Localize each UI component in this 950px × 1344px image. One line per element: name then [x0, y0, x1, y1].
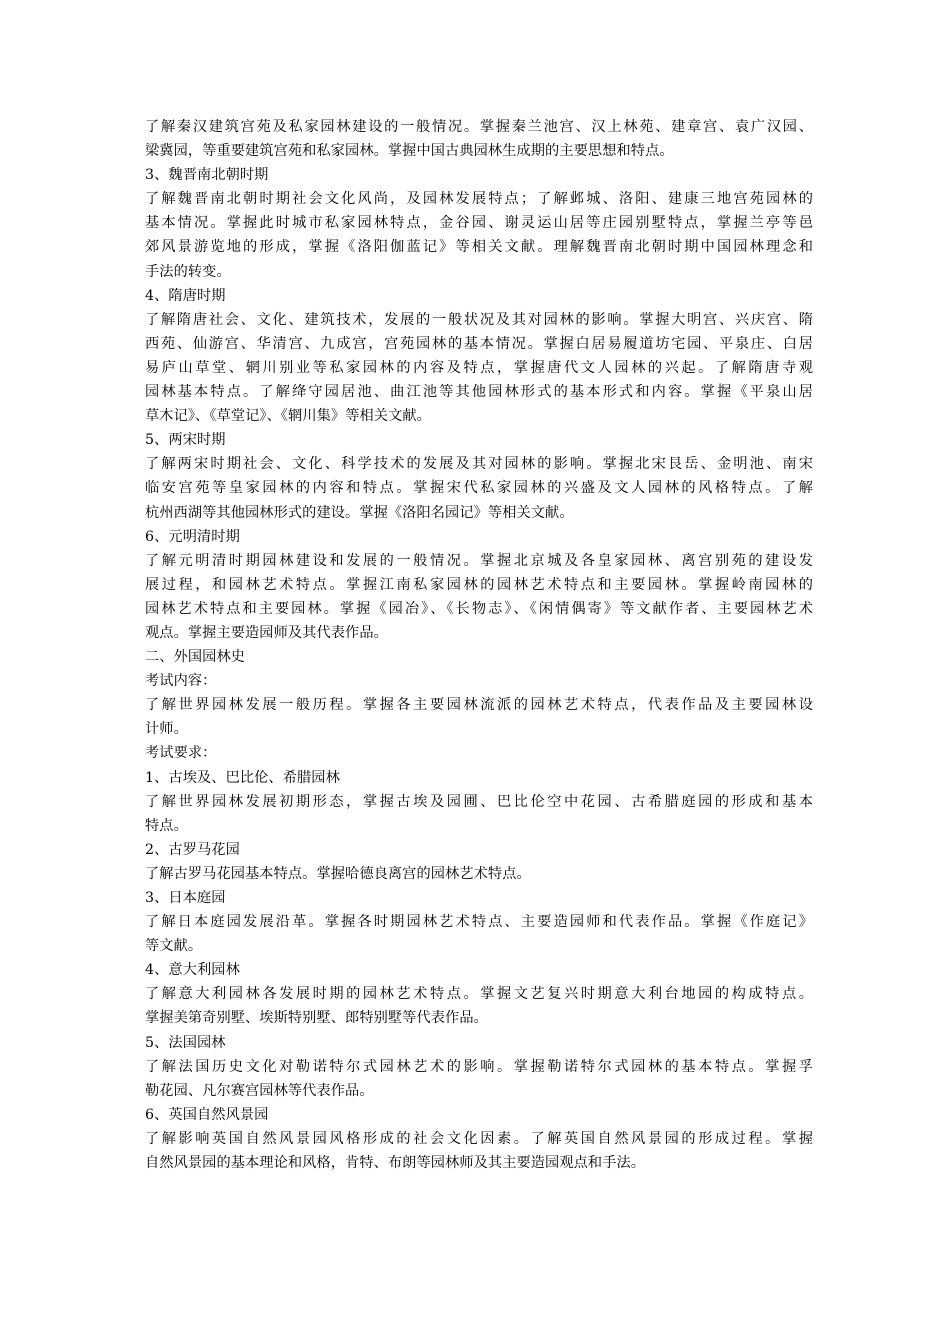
text-line: 了解元明清时期园林建设和发展的一般情况。掌握北京城及各皇家园林、离宫别苑的建设发 — [145, 552, 813, 569]
text-line: 了解法国历史文化对勒诺特尔式园林艺术的影响。掌握勒诺特尔式园林的基本特点。掌握孚 — [145, 1058, 813, 1075]
text-line: 了解影响英国自然风景园风格形成的社会文化因素。了解英国自然风景园的形成过程。掌握 — [145, 1130, 813, 1147]
text-line: 6、元明清时期 — [145, 528, 240, 545]
text-line: 计师。 — [145, 721, 188, 738]
text-line: 手法的转变。 — [145, 263, 231, 280]
text-line: 等文献。 — [145, 938, 203, 955]
text-line: 观点。掌握主要造园师及其代表作品。 — [145, 624, 388, 641]
text-line: 1、古埃及、巴比伦、希腊园林 — [145, 769, 340, 786]
text-line: 特点。 — [145, 817, 188, 834]
text-line: 基本情况。掌握此时城市私家园林特点，金谷园、谢灵运山居等庄园别墅特点，掌握兰亭等邑 — [145, 215, 813, 232]
text-line: 二、外国园林史 — [145, 649, 246, 666]
text-line: 2、古罗马花园 — [145, 841, 240, 858]
text-line: 西苑、仙游宫、华清宫、九成宫，宫苑园林的基本情况。掌握白居易履道坊宅园、平泉庄、白居 — [145, 335, 813, 352]
text-line: 考试内容： — [145, 673, 217, 690]
text-line: 园林基本特点。了解绛守园居池、曲江池等其他园林形式的基本形式和内容。掌握《平泉山居 — [145, 384, 813, 401]
text-line: 了解秦汉建筑宫苑及私家园林建设的一般情况。掌握秦兰池宫、汉上林苑、建章宫、袁广汉园、 — [145, 119, 813, 135]
text-line: 杭州西湖等其他园林形式的建设。掌握《洛阳名园记》等相关文献。 — [145, 504, 574, 521]
text-line: 了解隋唐社会、文化、建筑技术，发展的一般状况及其对园林的影响。掌握大明宫、兴庆宫、隋 — [145, 311, 813, 328]
text-line: 临安宫苑等皇家园林的内容和特点。掌握宋代私家园林的兴盛及文人园林的风格特点。了解 — [145, 480, 813, 497]
text-line: 草木记》、《草堂记》、《辋川集》等相关文献。 — [145, 408, 431, 425]
text-line: 掌握美第奇别墅、埃斯特别墅、郎特别墅等代表作品。 — [145, 1010, 488, 1027]
text-line: 了解两宋时期社会、文化、科学技术的发展及其对园林的影响。掌握北宋艮岳、金明池、南宋 — [145, 456, 813, 473]
text-line: 5、两宋时期 — [145, 432, 226, 449]
text-line: 展过程，和园林艺术特点。掌握江南私家园林的园林艺术特点和主要园林。掌握岭南园林的 — [145, 576, 813, 593]
text-line: 了解世界园林发展初期形态，掌握古埃及园圃、巴比伦空中花园、古希腊庭园的形成和基本 — [145, 793, 813, 810]
text-line: 郊风景游览地的形成，掌握《洛阳伽蓝记》等相关文献。理解魏晋南北朝时期中国园林理念和 — [145, 239, 813, 256]
text-line: 自然风景园的基本理论和风格，肯特、布朗等园林师及其主要造园观点和手法。 — [145, 1155, 646, 1172]
text-line: 6、英国自然风景园 — [145, 1106, 269, 1123]
text-line: 了解魏晋南北朝时期社会文化风尚，及园林发展特点；了解邺城、洛阳、建康三地宫苑园林的 — [145, 191, 813, 208]
text-line: 5、法国园林 — [145, 1034, 226, 1051]
text-line: 4、意大利园林 — [145, 962, 240, 979]
text-line: 3、日本庭园 — [145, 890, 226, 906]
text-line: 易庐山草堂、辋川别业等私家园林的内容及特点，掌握唐代文人园林的兴起。了解隋唐寺观 — [145, 359, 813, 376]
text-line: 4、隋唐时期 — [145, 287, 226, 304]
text-line: 了解古罗马花园基本特点。掌握哈德良离宫的园林艺术特点。 — [145, 865, 531, 882]
text-line: 园林艺术特点和主要园林。掌握《园冶》、《长物志》、《闲情偶寄》等文献作者、主要园林艺术 — [145, 600, 813, 617]
text-line: 考试要求： — [145, 745, 217, 762]
text-line: 了解日本庭园发展沿革。掌握各时期园林艺术特点、主要造园师和代表作品。掌握《作庭记》 — [145, 914, 813, 931]
document-page — [145, 115, 813, 1175]
text-line: 梁冀园，等重要建筑宫苑和私家园林。掌握中国古典园林生成期的主要思想和特点。 — [145, 143, 674, 160]
text-line: 3、魏晋南北朝时期 — [145, 167, 269, 184]
text-line: 了解世界园林发展一般历程。掌握各主要园林流派的园林艺术特点，代表作品及主要园林设 — [145, 697, 813, 714]
text-line: 了解意大利园林各发展时期的园林艺术特点。掌握文艺复兴时期意大利台地园的构成特点。 — [145, 986, 813, 1003]
text-line: 勒花园、凡尔赛宫园林等代表作品。 — [145, 1082, 374, 1099]
